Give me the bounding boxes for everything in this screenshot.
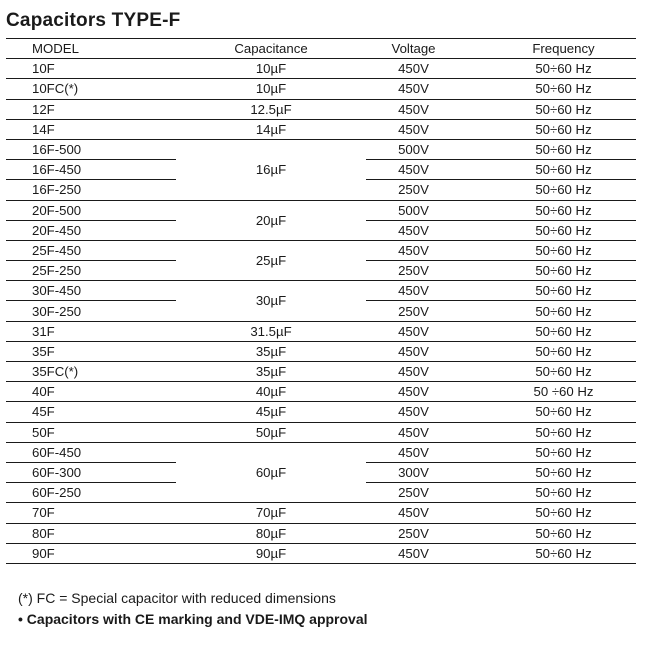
cell-voltage: 450V — [366, 220, 461, 240]
cell-frequency: 50÷60 Hz — [461, 160, 636, 180]
table-row — [6, 422, 636, 442]
cell-frequency: 50÷60 Hz — [461, 402, 636, 422]
cell-capacitance: 25µF — [176, 240, 366, 280]
cell-frequency: 50÷60 Hz — [461, 422, 636, 442]
cell-capacitance: 12.5µF — [176, 99, 366, 119]
cell-model: 16F-250 — [6, 180, 176, 200]
cell-frequency: 50÷60 Hz — [461, 261, 636, 281]
cell-frequency: 50 ÷60 Hz — [461, 382, 636, 402]
cell-frequency: 50÷60 Hz — [461, 180, 636, 200]
cell-capacitance: 31.5µF — [176, 321, 366, 341]
cell-voltage: 450V — [366, 362, 461, 382]
table-header-row — [6, 39, 636, 59]
table-row — [6, 240, 636, 260]
table-row — [6, 59, 636, 79]
cell-voltage: 450V — [366, 59, 461, 79]
cell-frequency: 50÷60 Hz — [461, 301, 636, 321]
cell-voltage: 250V — [366, 301, 461, 321]
cell-capacitance: 35µF — [176, 341, 366, 361]
cell-model: 30F-250 — [6, 301, 176, 321]
cell-model: 25F-250 — [6, 261, 176, 281]
table-row — [6, 362, 636, 382]
cell-frequency: 50÷60 Hz — [461, 442, 636, 462]
note-approval: • Capacitors with CE marking and VDE-IMQ approval — [18, 611, 368, 627]
table-row — [6, 503, 636, 523]
cell-frequency: 50÷60 Hz — [461, 281, 636, 301]
cell-frequency: 50÷60 Hz — [461, 321, 636, 341]
cell-frequency: 50÷60 Hz — [461, 220, 636, 240]
header-capacitance: Capacitance — [176, 39, 366, 59]
cell-model: 25F-450 — [6, 240, 176, 260]
cell-voltage: 450V — [366, 240, 461, 260]
table-body — [6, 59, 636, 564]
cell-frequency: 50÷60 Hz — [461, 139, 636, 159]
cell-voltage: 450V — [366, 99, 461, 119]
cell-capacitance: 30µF — [176, 281, 366, 321]
cell-model: 60F-300 — [6, 462, 176, 482]
cell-model: 10F — [6, 59, 176, 79]
cell-capacitance: 20µF — [176, 200, 366, 240]
table-row — [6, 79, 636, 99]
table-row — [6, 523, 636, 543]
cell-capacitance: 90µF — [176, 543, 366, 563]
cell-voltage: 250V — [366, 180, 461, 200]
cell-frequency: 50÷60 Hz — [461, 523, 636, 543]
document-title: Capacitors TYPE-F — [6, 10, 181, 31]
cell-frequency: 50÷60 Hz — [461, 240, 636, 260]
cell-voltage: 450V — [366, 402, 461, 422]
table-row — [6, 99, 636, 119]
cell-voltage: 450V — [366, 281, 461, 301]
cell-frequency: 50÷60 Hz — [461, 483, 636, 503]
cell-capacitance: 45µF — [176, 402, 366, 422]
cell-voltage: 500V — [366, 139, 461, 159]
cell-capacitance: 40µF — [176, 382, 366, 402]
cell-model: 31F — [6, 321, 176, 341]
table-row — [6, 200, 636, 220]
cell-model: 50F — [6, 422, 176, 442]
table-row — [6, 119, 636, 139]
table-row — [6, 321, 636, 341]
table-row — [6, 402, 636, 422]
cell-frequency: 50÷60 Hz — [461, 59, 636, 79]
cell-capacitance: 10µF — [176, 79, 366, 99]
cell-voltage: 450V — [366, 422, 461, 442]
cell-model: 14F — [6, 119, 176, 139]
table-row — [6, 139, 636, 159]
cell-voltage: 250V — [366, 483, 461, 503]
cell-capacitance: 60µF — [176, 442, 366, 503]
cell-frequency: 50÷60 Hz — [461, 341, 636, 361]
cell-model: 40F — [6, 382, 176, 402]
cell-voltage: 250V — [366, 261, 461, 281]
cell-model: 35FC(*) — [6, 362, 176, 382]
cell-model: 45F — [6, 402, 176, 422]
cell-capacitance: 80µF — [176, 523, 366, 543]
cell-model: 12F — [6, 99, 176, 119]
cell-model: 10FC(*) — [6, 79, 176, 99]
cell-voltage: 450V — [366, 382, 461, 402]
cell-model: 90F — [6, 543, 176, 563]
header-frequency: Frequency — [461, 39, 636, 59]
table-row — [6, 442, 636, 462]
notes — [18, 588, 368, 630]
cell-frequency: 50÷60 Hz — [461, 362, 636, 382]
cell-frequency: 50÷60 Hz — [461, 462, 636, 482]
cell-model: 70F — [6, 503, 176, 523]
cell-capacitance: 70µF — [176, 503, 366, 523]
capacitor-table — [6, 38, 636, 564]
cell-frequency: 50÷60 Hz — [461, 503, 636, 523]
capacitor-table-container — [6, 38, 636, 564]
cell-model: 30F-450 — [6, 281, 176, 301]
cell-voltage: 500V — [366, 200, 461, 220]
table-row — [6, 281, 636, 301]
cell-model: 16F-500 — [6, 139, 176, 159]
cell-frequency: 50÷60 Hz — [461, 119, 636, 139]
cell-capacitance: 50µF — [176, 422, 366, 442]
cell-frequency: 50÷60 Hz — [461, 99, 636, 119]
cell-voltage: 450V — [366, 79, 461, 99]
cell-frequency: 50÷60 Hz — [461, 200, 636, 220]
cell-model: 16F-450 — [6, 160, 176, 180]
cell-model: 20F-450 — [6, 220, 176, 240]
cell-voltage: 450V — [366, 442, 461, 462]
note-fc: (*) FC = Special capacitor with reduced dimensions — [18, 590, 336, 606]
table-row — [6, 341, 636, 361]
cell-capacitance: 35µF — [176, 362, 366, 382]
cell-model: 20F-500 — [6, 200, 176, 220]
cell-voltage: 300V — [366, 462, 461, 482]
cell-voltage: 250V — [366, 523, 461, 543]
cell-voltage: 450V — [366, 119, 461, 139]
header-voltage: Voltage — [366, 39, 461, 59]
cell-voltage: 450V — [366, 160, 461, 180]
cell-capacitance: 10µF — [176, 59, 366, 79]
cell-voltage: 450V — [366, 503, 461, 523]
cell-model: 35F — [6, 341, 176, 361]
cell-model: 60F-450 — [6, 442, 176, 462]
cell-voltage: 450V — [366, 321, 461, 341]
cell-frequency: 50÷60 Hz — [461, 543, 636, 563]
table-row — [6, 382, 636, 402]
cell-capacitance: 14µF — [176, 119, 366, 139]
cell-model: 80F — [6, 523, 176, 543]
cell-model: 60F-250 — [6, 483, 176, 503]
table-row — [6, 543, 636, 563]
cell-frequency: 50÷60 Hz — [461, 79, 636, 99]
cell-voltage: 450V — [366, 341, 461, 361]
header-model: MODEL — [6, 39, 176, 59]
cell-capacitance: 16µF — [176, 139, 366, 200]
cell-voltage: 450V — [366, 543, 461, 563]
